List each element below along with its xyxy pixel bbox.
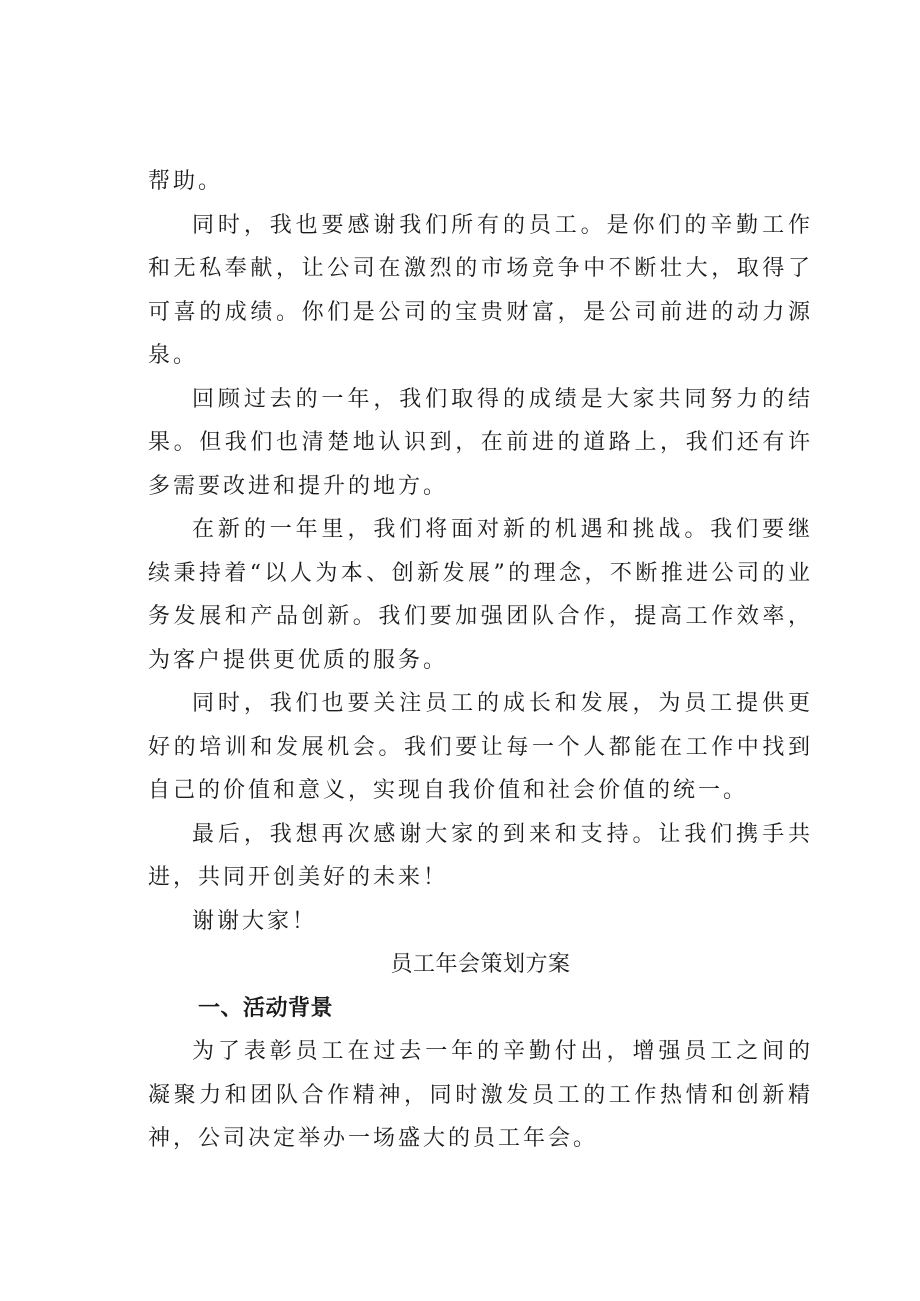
paragraph-continuation: 帮助。 [148,169,224,194]
document-page [148,160,813,1161]
section-heading: 一、活动背景 [198,995,334,1021]
paragraph-new-year: 在新的一年里，我们将面对新的机遇和挑战。我们要继续秉持着“以人为本、创新发展”的理念，不断推进公司的业务发展和产品创新。我们要加强团队合作，提高工作效率，为客户提供更优质的服务。 [148,517,813,673]
paragraph-thank-you: 谢谢大家！ [192,908,318,934]
paragraph-thanks-employees: 同时，我也要感谢我们所有的员工。是你们的辛勤工作和无私奉献，让公司在激烈的市场竞争中不断壮大，取得了可喜的成绩。你们是公司的宝贵财富，是公司前进的动力源泉。 [148,212,813,368]
paragraph-closing: 最后，我想再次感谢大家的到来和支持。让我们携手共进，共同开创美好的未来！ [148,821,813,890]
paragraph-background: 为了表彰员工在过去一年的辛勤付出，增强员工之间的凝聚力和团队合作精神，同时激发员工的工作热情和创新精神，公司决定举办一场盛大的员工年会。 [148,1039,813,1151]
paragraph-review: 回顾过去的一年，我们取得的成绩是大家共同努力的结果。但我们也清楚地认识到，在前进的道路上，我们还有许多需要改进和提升的地方。 [148,386,813,499]
section-title: 员工年会策划方案 [390,952,571,977]
paragraph-employee-growth: 同时，我们也要关注员工的成长和发展，为员工提供更好的培训和发展机会。我们要让每一个人都能在工作中找到自己的价值和意义，实现自我价值和社会价值的统一。 [148,691,813,803]
